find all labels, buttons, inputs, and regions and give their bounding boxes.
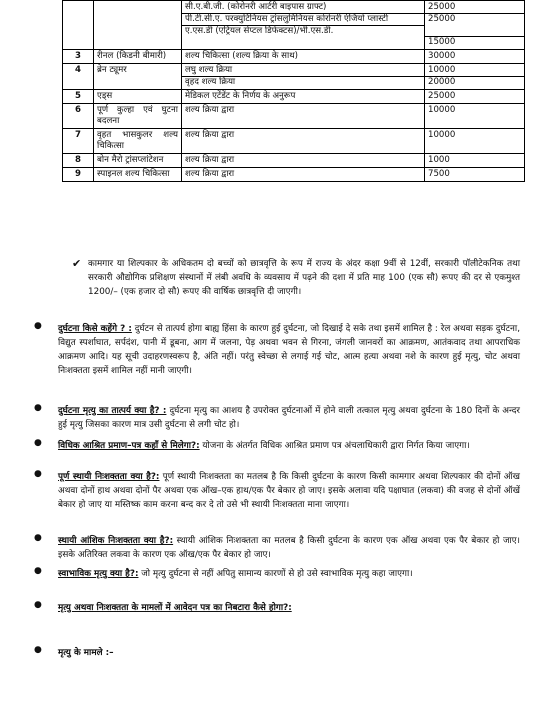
amount-cell — [425, 50, 525, 64]
procedure-name: पी.टी.सी.ए. परक्युटिनियस ट्रांसलुमिनियस कोरोनरी एंजियो प्लास्टी — [182, 13, 424, 25]
procedure-name: मेडिकल एटेंडेंट के निर्णय के अनुरूप — [185, 91, 296, 101]
disease-cell: पूर्ण कुल्हा एवं घुटना बदलना — [94, 104, 182, 129]
bullet-icon: ● — [34, 645, 42, 655]
section-heading: स्वाभाविक मृत्यु क्या है?: — [58, 569, 139, 579]
bullet-icon: ● — [34, 321, 42, 331]
table-row — [63, 104, 525, 129]
amount-cell — [425, 154, 525, 168]
section-heading: मृत्यु अथवा निःशक्तता के मामलों में आवेदन पत्र का निबटारा कैसे होगा?: — [58, 603, 292, 613]
procedure-name: शल्य क्रिया द्वारा — [185, 169, 235, 179]
procedure-name: लघु शल्य क्रिया — [185, 65, 233, 75]
section-paragraph — [58, 567, 520, 581]
procedure-cell — [182, 104, 425, 129]
section-heading: पूर्ण स्थायी निःशक्तता क्या है?: — [58, 472, 160, 482]
table-row — [63, 90, 525, 104]
serial-number-cell — [63, 1, 94, 50]
procedure-name: शल्य क्रिया द्वारा — [185, 105, 235, 115]
procedure-amount: 15000 — [425, 36, 524, 48]
procedure-name: ए.एस.डी (एट्रियल सेप्टल डिफेक्टस)/भी.एस.डी. — [182, 25, 424, 37]
procedure-amount: 25000 — [428, 91, 456, 101]
section-text: पूर्ण स्थायी निःशक्तता का मतलब है कि किसी दुर्घटना के कारण किसी कामगार अथवा शिल्पकार की दोनों ऑख अथवा दोनों हाथ अथवा दोनों पैर अथवा एक ऑख–एक हाथ/एक पैर बेकार हो जाए। इसके अलावा यदि पक्षाघात (लकवा) की वजह से दोनों ऑखें बेकार हो जाए या मस्तिष्क काम करना बन्द कर दे तो उसे भी स्थायी निःशक्तता माना जाएगा। — [58, 472, 520, 510]
section-heading: दुर्घटना मृत्यु का तात्पर्य क्या है? : — [58, 406, 167, 416]
bullet-icon: ● — [34, 438, 42, 448]
serial-number-cell: 5 — [63, 90, 94, 104]
section-paragraph — [58, 439, 520, 453]
procedure-amount: 10000 — [428, 105, 456, 115]
procedure-name: सी.ए.बी.जी. (कोरोनरी आर्टरी बाइपास ग्राफ्ट) — [185, 2, 327, 12]
disease-cell — [94, 1, 182, 50]
procedure-amount: 1000 — [428, 155, 450, 165]
table-row — [63, 50, 525, 64]
procedure-cell — [182, 1, 425, 50]
serial-number-cell: 9 — [63, 168, 94, 182]
serial-number-cell: 8 — [63, 154, 94, 168]
benefit-table — [62, 0, 525, 182]
serial-number-cell: 4 — [63, 64, 94, 90]
procedure-name: शल्य चिकित्सा (शल्य क्रिया के साथ) — [185, 51, 299, 61]
procedure-cell — [182, 50, 425, 64]
disease-cell: एड्स — [94, 90, 182, 104]
procedure-name: शल्य क्रिया द्वारा — [185, 155, 235, 165]
serial-number-cell: 6 — [63, 104, 94, 129]
section-paragraph — [58, 534, 520, 562]
procedure-amount: 10000 — [428, 130, 456, 140]
procedure-cell — [182, 168, 425, 182]
procedure-name: शल्य क्रिया द्वारा — [185, 130, 235, 140]
procedure-amount: 10000 — [428, 65, 456, 75]
section-text: दुर्घटन से तात्पर्य होगा बाह्य हिंसा के कारण हुई दुर्घटना, जो दिखाई दे सके तथा इसमें शामिल है : रेल अथवा सड़क दुर्घटना, विद्युत स्पर्शाघात, सर्पदंश, पानी में डूबना, आग में जलना, पेड़ अथवा भवन से गिरना, जंगली जानवरों का आक्रमण, आतंकवाद तथा आपराधिक आक्रमण आदि। यह सूची उदाहरणस्वरूप है, अंति नहीं। परंतु स्वेच्छा से लगाई गई चोट, आत्म हत्या अथवा नशे के कारण हुई मृत्यु, चोट अथवा निःशक्तता इसमें शामिल नहीं मानी जाएगी। — [58, 324, 520, 376]
bullet-icon: ● — [34, 566, 42, 576]
checkmark-icon: ✔ — [72, 257, 82, 270]
disease-cell: रीनल (किडनी बीमारी) — [94, 50, 182, 64]
scholarship-paragraph: कामगार या शिल्पकार के अधिकतम दो बच्चों को छात्रवृत्ति के रूप में राज्य के अंदर कक्षा 9वीं से 12वीं, सरकारी पॉलीटेकनिक तथा सरकारी औद्योगिक प्रशिक्षण संस्थानों में लंबी अवधि के व्यवसाय में पढ़ने की दशा में प्रति माह 100 (एक सौ) रूपए की दर से एकमुश्त 1200/– (एक हजार दो सौ) रूपए की वार्षिक छात्रवृत्ति दी जाएगी। — [88, 259, 520, 297]
table-row — [63, 129, 525, 154]
procedure-name: वृहद शल्य क्रिया — [182, 76, 424, 88]
section-text: जो मृत्यु दुर्घटना से नहीं अपितु सामान्य कारणों से हो उसे स्वाभाविक मृत्यु कहा जाएगा। — [138, 569, 413, 579]
table-row — [63, 64, 525, 90]
bullet-icon: ● — [34, 533, 42, 543]
amount-cell — [425, 129, 525, 154]
serial-number-cell: 7 — [63, 129, 94, 154]
procedure-cell — [182, 90, 425, 104]
section-heading: मृत्यु के मामले :– — [58, 648, 114, 658]
disease-cell: ब्रेन ट्यूमर — [94, 64, 182, 90]
section-paragraph — [58, 646, 520, 660]
section-text: स्थायी आंशिक निःशक्तता का मतलब है किसी दुर्घटना के कारण एक ऑख अथवा एक पैर बेकार हो जाए। इसके अतिरिक्त लकवा के कारण एक ऑख/एक पैर बेकार हो जाए। — [58, 536, 520, 560]
amount-cell — [425, 1, 525, 50]
amount-cell — [425, 90, 525, 104]
bullet-icon: ● — [34, 600, 42, 610]
section-heading: स्थायी आंशिक निःशक्तता क्या है?: — [58, 536, 174, 546]
procedure-cell — [182, 64, 425, 90]
table-row — [63, 154, 525, 168]
section-heading: दुर्घटना किसे कहेंगे ? : — [58, 324, 132, 334]
bullet-icon: ● — [34, 403, 42, 413]
section-paragraph — [58, 404, 520, 432]
disease-cell: वृहत भासकुलर शल्य चिकित्सा — [94, 129, 182, 154]
amount-cell — [425, 104, 525, 129]
section-paragraph — [58, 322, 520, 378]
procedure-amount: 25000 — [428, 2, 456, 12]
disease-cell: स्पाइनल शल्य चिकित्सा — [94, 168, 182, 182]
section-paragraph — [58, 470, 520, 512]
procedure-cell — [182, 154, 425, 168]
section-text: योजना के अंतर्गत विधिक आश्रित प्रमाण पत्र अंचलाधिकारी द्वारा निर्गत किया जाएगा। — [199, 441, 470, 451]
procedure-amount: 25000 — [425, 13, 524, 36]
procedure-cell — [182, 129, 425, 154]
table-row — [63, 168, 525, 182]
serial-number-cell: 3 — [63, 50, 94, 64]
section-text: दुर्घटना मृत्यु का आशय है उपरोक्त दुर्घटनाओं में होने वाली तत्काल मृत्यु अथवा दुर्घटना के 180 दिनों के अन्दर हुई मृत्यु जिसका कारण मात्र उसी दुर्घटना से लगी चोट हो। — [58, 406, 521, 430]
table-row — [63, 1, 525, 50]
disease-cell: बोन मैरो ट्रांसप्लांटेशन — [94, 154, 182, 168]
amount-cell — [425, 168, 525, 182]
section-heading: विधिक आश्रित प्रमाण–पत्र कहाँ से मिलेगा?: — [58, 441, 200, 451]
procedure-amount: 20000 — [425, 76, 524, 88]
procedure-amount: 7500 — [428, 169, 450, 179]
section-paragraph — [58, 601, 520, 615]
amount-cell — [425, 64, 525, 90]
bullet-icon: ● — [34, 469, 42, 479]
procedure-amount: 30000 — [428, 51, 456, 61]
